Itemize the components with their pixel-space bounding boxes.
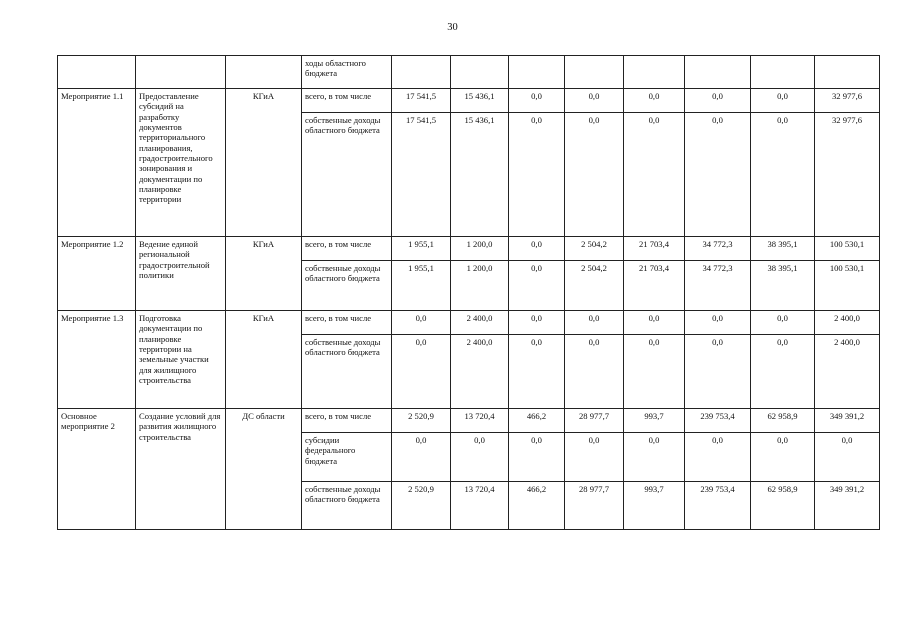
value-cell: 0,0 — [685, 335, 751, 409]
value-cell: 38 395,1 — [751, 237, 815, 261]
value-cell: 0,0 — [565, 113, 624, 237]
value-cell: 0,0 — [624, 335, 685, 409]
value-cell: 0,0 — [751, 311, 815, 335]
value-cell: 0,0 — [751, 89, 815, 113]
table-cell — [451, 56, 509, 89]
value-cell: 1 955,1 — [392, 261, 451, 311]
funding-source-cell: ходы областного бюджета — [302, 56, 392, 89]
table-row — [58, 237, 880, 261]
value-cell: 15 436,1 — [451, 89, 509, 113]
value-cell: 993,7 — [624, 482, 685, 530]
value-cell: 34 772,3 — [685, 261, 751, 311]
funding-source-cell: собственные доходы областного бюджета — [302, 113, 392, 237]
value-cell: 0,0 — [509, 433, 565, 482]
value-cell: 0,0 — [751, 113, 815, 237]
value-cell: 0,0 — [392, 335, 451, 409]
total-value-cell: 32 977,6 — [815, 113, 880, 237]
value-cell: 0,0 — [392, 311, 451, 335]
value-cell: 0,0 — [392, 433, 451, 482]
activity-name-cell: Мероприятие 1.3 — [58, 311, 136, 409]
value-cell: 28 977,7 — [565, 409, 624, 433]
table-cell — [815, 56, 880, 89]
total-value-cell: 0,0 — [815, 433, 880, 482]
value-cell: 17 541,5 — [392, 113, 451, 237]
value-cell: 466,2 — [509, 482, 565, 530]
value-cell: 0,0 — [685, 113, 751, 237]
value-cell: 0,0 — [624, 89, 685, 113]
value-cell: 239 753,4 — [685, 409, 751, 433]
value-cell: 0,0 — [509, 113, 565, 237]
funding-source-cell: всего, в том числе — [302, 89, 392, 113]
table-cell — [751, 56, 815, 89]
value-cell: 21 703,4 — [624, 237, 685, 261]
funding-source-cell: субсидии федерального бюджета — [302, 433, 392, 482]
value-cell: 0,0 — [624, 311, 685, 335]
value-cell: 1 200,0 — [451, 261, 509, 311]
total-value-cell: 32 977,6 — [815, 89, 880, 113]
value-cell: 2 520,9 — [392, 409, 451, 433]
activity-name-cell: Мероприятие 1.2 — [58, 237, 136, 311]
value-cell: 13 720,4 — [451, 482, 509, 530]
table-cell — [58, 56, 136, 89]
executor-cell: КГиА — [226, 237, 302, 311]
value-cell: 0,0 — [565, 311, 624, 335]
value-cell: 0,0 — [509, 261, 565, 311]
funding-source-cell: собственные доходы областного бюджета — [302, 335, 392, 409]
table-row — [58, 56, 880, 89]
value-cell: 2 520,9 — [392, 482, 451, 530]
table-cell — [136, 56, 226, 89]
value-cell: 0,0 — [565, 89, 624, 113]
table-cell — [624, 56, 685, 89]
executor-cell: ДС области — [226, 409, 302, 530]
total-value-cell: 349 391,2 — [815, 482, 880, 530]
value-cell: 0,0 — [685, 89, 751, 113]
value-cell: 2 504,2 — [565, 237, 624, 261]
value-cell: 466,2 — [509, 409, 565, 433]
value-cell: 0,0 — [565, 335, 624, 409]
value-cell: 1 200,0 — [451, 237, 509, 261]
value-cell: 0,0 — [751, 433, 815, 482]
value-cell: 1 955,1 — [392, 237, 451, 261]
table-row — [58, 311, 880, 335]
executor-cell: КГиА — [226, 311, 302, 409]
value-cell: 34 772,3 — [685, 237, 751, 261]
table-cell — [685, 56, 751, 89]
value-cell: 0,0 — [509, 89, 565, 113]
total-value-cell: 100 530,1 — [815, 237, 880, 261]
page-number: 30 — [447, 22, 458, 33]
value-cell: 993,7 — [624, 409, 685, 433]
activity-description-cell: Предоставление субсидий на разработку документов территориального планирования, градостроительного зонирования и документации по планировке территории — [136, 89, 226, 237]
total-value-cell: 2 400,0 — [815, 311, 880, 335]
total-value-cell: 2 400,0 — [815, 335, 880, 409]
value-cell: 2 400,0 — [451, 311, 509, 335]
value-cell: 0,0 — [624, 433, 685, 482]
table-cell — [392, 56, 451, 89]
value-cell: 0,0 — [509, 335, 565, 409]
funding-source-cell: собственные доходы областного бюджета — [302, 261, 392, 311]
funding-source-cell: всего, в том числе — [302, 409, 392, 433]
budget-table — [57, 55, 880, 530]
value-cell: 2 504,2 — [565, 261, 624, 311]
value-cell: 13 720,4 — [451, 409, 509, 433]
value-cell: 0,0 — [751, 335, 815, 409]
value-cell: 21 703,4 — [624, 261, 685, 311]
value-cell: 17 541,5 — [392, 89, 451, 113]
value-cell: 62 958,9 — [751, 482, 815, 530]
value-cell: 0,0 — [565, 433, 624, 482]
total-value-cell: 349 391,2 — [815, 409, 880, 433]
value-cell: 239 753,4 — [685, 482, 751, 530]
table-cell — [226, 56, 302, 89]
value-cell: 62 958,9 — [751, 409, 815, 433]
table-cell — [509, 56, 565, 89]
total-value-cell: 100 530,1 — [815, 261, 880, 311]
value-cell: 0,0 — [509, 237, 565, 261]
value-cell: 28 977,7 — [565, 482, 624, 530]
activity-description-cell: Подготовка документации по планировке территории на земельные участки для жилищного строительства — [136, 311, 226, 409]
value-cell: 0,0 — [685, 311, 751, 335]
activity-name-cell: Мероприятие 1.1 — [58, 89, 136, 237]
activity-description-cell: Создание условий для развития жилищного строительства — [136, 409, 226, 530]
activity-description-cell: Ведение единой региональной градостроительной политики — [136, 237, 226, 311]
table-row — [58, 409, 880, 433]
value-cell: 0,0 — [624, 113, 685, 237]
funding-source-cell: всего, в том числе — [302, 237, 392, 261]
value-cell: 0,0 — [685, 433, 751, 482]
table-row — [58, 89, 880, 113]
value-cell: 0,0 — [509, 311, 565, 335]
value-cell: 0,0 — [451, 433, 509, 482]
executor-cell: КГиА — [226, 89, 302, 237]
value-cell: 38 395,1 — [751, 261, 815, 311]
funding-source-cell: всего, в том числе — [302, 311, 392, 335]
funding-source-cell: собственные доходы областного бюджета — [302, 482, 392, 530]
value-cell: 2 400,0 — [451, 335, 509, 409]
value-cell: 15 436,1 — [451, 113, 509, 237]
table-cell — [565, 56, 624, 89]
activity-name-cell: Основное мероприятие 2 — [58, 409, 136, 530]
